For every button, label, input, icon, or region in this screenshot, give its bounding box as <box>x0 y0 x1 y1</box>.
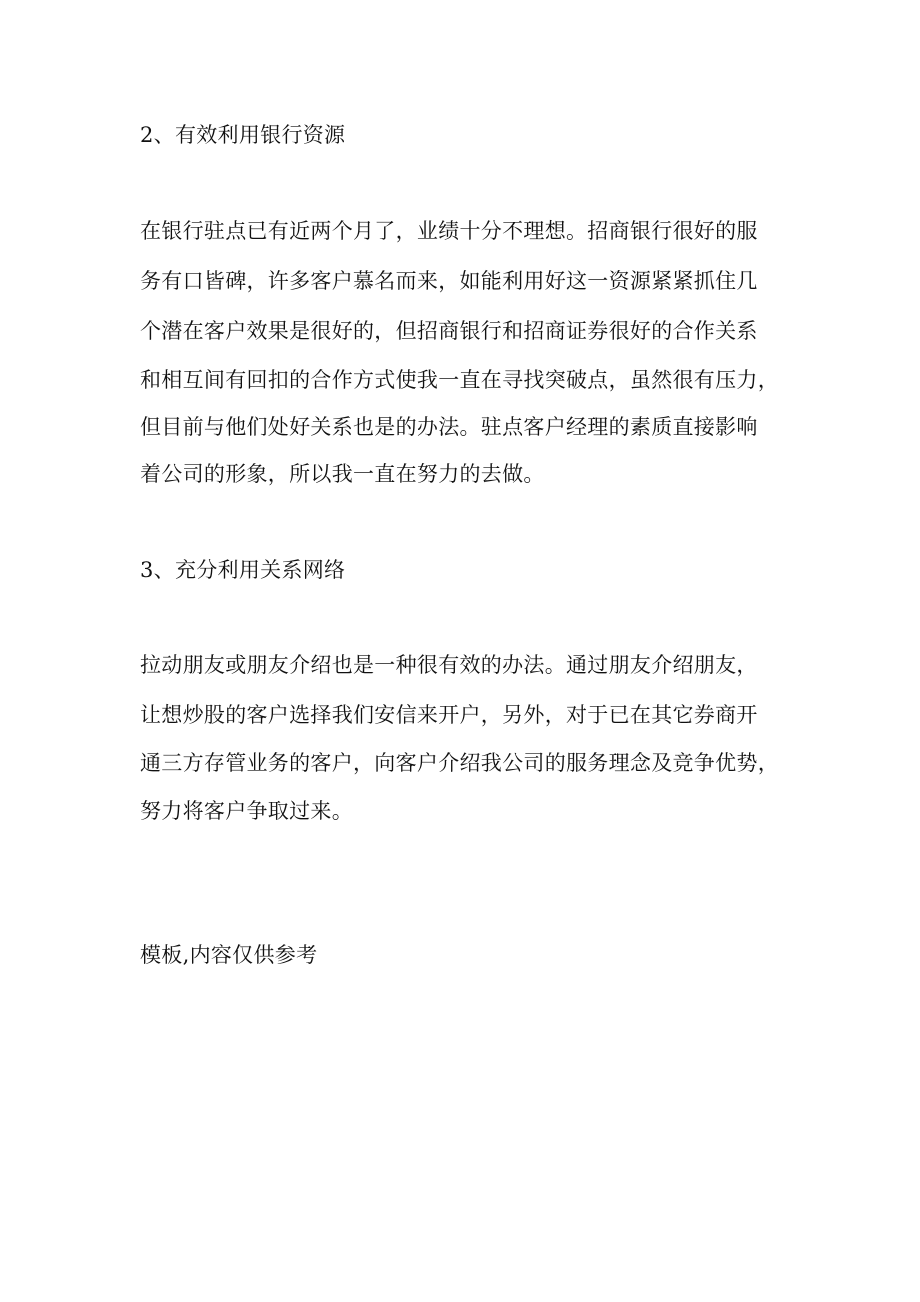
paragraph-line: 着公司的形象，所以我一直在努力的去做。 <box>140 462 545 486</box>
paragraph-line: 通三方存管业务的客户，向客户介绍我公司的服务理念及竞争优势， <box>140 751 779 775</box>
paragraph-line: 和相互间有回扣的合作方式使我一直在寻找突破点，虽然很有压力， <box>140 368 779 392</box>
paragraph-line: 个潜在客户效果是很好的，但招商银行和招商证券很好的合作关系 <box>140 319 758 343</box>
paragraph-line: 让想炒股的客户选择我们安信来开户，另外，对于已在其它券商开 <box>140 703 758 727</box>
section-2-heading: 2、有效利用银行资源 <box>140 123 346 147</box>
paragraph-line: 努力将客户争取过来。 <box>140 799 353 823</box>
paragraph-line: 拉动朋友或朋友介绍也是一种很有效的办法。通过朋友介绍朋友， <box>140 653 758 677</box>
paragraph-line: 在银行驻点已有近两个月了，业绩十分不理想。招商银行很好的服 <box>140 219 758 243</box>
paragraph-line: 但目前与他们处好关系也是的办法。驻点客户经理的素质直接影响 <box>140 415 758 439</box>
section-3-heading: 3、充分利用关系网络 <box>140 558 346 582</box>
footer-note: 模板,内容仅供参考 <box>140 943 318 967</box>
paragraph-line: 务有口皆碑，许多客户慕名而来，如能利用好这一资源紧紧抓住几 <box>140 269 758 293</box>
